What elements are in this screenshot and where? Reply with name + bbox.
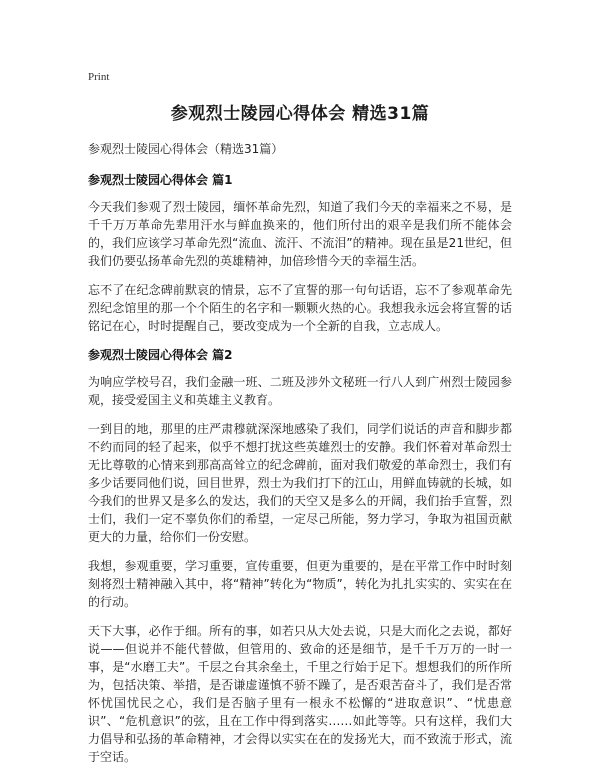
paragraph: 忘不了在纪念碑前默哀的情景，忘不了宣誓的那一句句话语，忘不了参观革命先烈纪念馆里的那一个个陌生的名字和一颗颗火热的心。我想我永远会将宣誓的话铭记在心，时时提醒自己，要改变成为一个全新的自我，立志成人。 <box>88 283 512 333</box>
print-label: Print <box>88 71 110 83</box>
paragraph: 天下大事，必作于细。所有的事，如若只从大处去说，只是大而化之去说，都好说——但说并不能代替做，但管用的、致命的还是细节，是千千万万的一时一事，是“水磨工夫”。千层之台其余垒土，千里之行始于足下。想想我们的所作所为，包括决策、举措，是否谦虚谨慎不骄不躁了，是否艰苦奋斗了，我们是否常怀忧国忧民之心，我们是否脑子里有一根永不松懈的“进取意识”、“忧患意识”、“危机意识”的弦，且在工作中得到落实……如此等等。只有这样，我们大力倡导和弘扬的革命精神，才会得以实实在在的发扬光大，而不致流于形式，流于空话。 <box>88 624 512 764</box>
paragraph: 为响应学校号召，我们金融一班、二班及涉外文秘班一行八人到广州烈士陵园参观，接受爱国主义和英雄主义教育。 <box>88 375 512 407</box>
document-title: 参观烈士陵园心得体会 精选31篇 <box>170 104 430 124</box>
paragraph: 今天我们参观了烈士陵园，缅怀革命先烈，知道了我们今天的幸福来之不易，是千千万万革命先辈用汗水与鲜血换来的，他们所付出的艰辛是我们所不能体会的，我们应该学习革命先烈“流血、流汗、不流泪”的精神。现在虽是21世纪，但我们仍要弘扬革命先烈的英雄精神，加倍珍惜今天的幸福生活。 <box>88 200 512 268</box>
paragraph: 一到目的地，那里的庄严肃穆就深深地感染了我们，同学们说话的声音和脚步都不约而同的轻了起来，似乎不想打扰这些英雄烈士的安静。我们怀着对革命烈士无比尊敬的心情来到那高高耸立的纪念碑前，面对我们敬爱的革命烈士，我们有多少话要同他们说，回目世界，烈士为我们打下的江山，用鲜血铸就的长城，如今我们的世界又是多么的发达，我们的天空又是多么的开阔，我们抬手宣誓，烈士们，我们一定不辜负你们的希望，一定尽己所能，努力学习，争取为祖国贡献更大的力量，给你们一份安慰。 <box>88 422 512 544</box>
section-heading: 参观烈士陵园心得体会 篇1 <box>88 173 233 187</box>
section-1 <box>88 171 512 335</box>
section-2 <box>88 346 512 766</box>
document-subtitle: 参观烈士陵园心得体会（精选31篇） <box>88 142 284 156</box>
section-heading: 参观烈士陵园心得体会 篇2 <box>88 348 233 362</box>
paragraph: 我想，参观重要，学习重要，宣传重要，但更为重要的，是在平常工作中时时刻刻将烈士精神融入其中，将“精神”转化为“物质”，转化为扎扎实实的、实实在在的行动。 <box>88 559 512 609</box>
